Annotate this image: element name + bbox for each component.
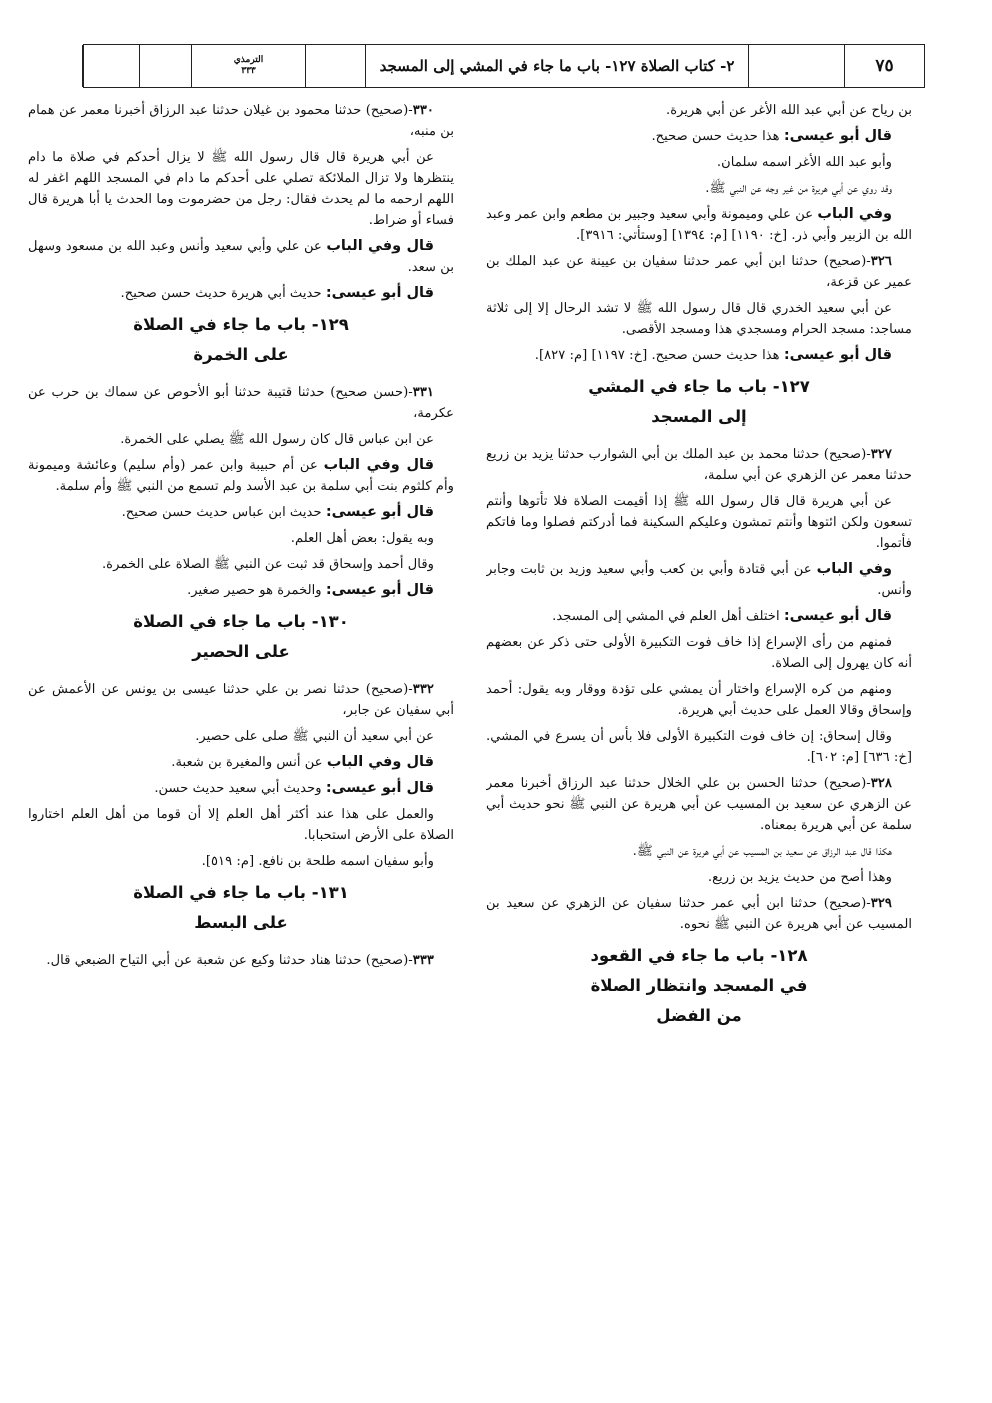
- text: -(صحيح) حدثنا هناد حدثنا وكيع عن شعبة عن أبي التياح الضبعي قال.: [46, 953, 413, 968]
- text: -(صحيح) حدثنا الحسن بن علي الخلال حدثنا عبد الرزاق أخبرنا معمر عن الزهري عن سعيد بن المسيب عن أبي هريرة عن النبي ﷺ نحو حديث أبي سلمة عن أبي هريرة بمعناه.: [486, 776, 912, 833]
- paragraph: [28, 283, 454, 304]
- bold-lead: قال أبو عيسى:: [325, 780, 434, 796]
- chapter-heading-line: ١٣٠- باب ما جاء في الصلاة: [133, 612, 349, 631]
- paragraph: [28, 455, 454, 497]
- text: عن علي وميمونة وأبي سعيد وجبير بن مطعم وابن عمر وعبد الله بن الزبير وأبي ذر. [خ: ١١٩٠] [م: ١٣٩٤] [وستأتي: ٣٩١٦].: [486, 207, 912, 243]
- header-empty-cell-2: [305, 45, 365, 87]
- running-header: [83, 44, 925, 88]
- book-reference-number: ٣٣٣: [241, 66, 256, 76]
- paragraph: [28, 554, 454, 575]
- bold-lead: قال وفي الباب: [323, 457, 434, 473]
- hadith: [486, 893, 912, 935]
- right-column: [486, 100, 912, 1385]
- paragraph: [486, 679, 912, 721]
- paragraph: [28, 236, 454, 278]
- text: ومنهم من كره الإسراع واختار أن يمشي على تؤدة ووقار وبه يقول: أحمد وإسحاق وقالا العمل على حديث أبي هريرة.: [486, 682, 912, 718]
- text: عن علي وأبي سعيد وأنس وعبد الله بن مسعود وسهل بن سعد.: [28, 239, 454, 275]
- paragraph: [28, 429, 454, 450]
- chapter-heading-line: على الخمرة: [193, 345, 289, 364]
- bold-lead: قال أبو عيسى:: [325, 582, 434, 598]
- paragraph: [486, 491, 912, 554]
- paragraph: [486, 178, 912, 199]
- bold-lead: قال أبو عيسى:: [325, 285, 434, 301]
- text: عن ابن عباس قال كان رسول الله ﷺ يصلي على الخمرة.: [120, 432, 434, 447]
- text: -(صحيح) حدثنا نصر بن علي حدثنا عيسى بن يونس عن الأعمش عن أبي سفيان عن جابر،: [28, 682, 454, 718]
- hadith-number: ٣٣٣: [412, 953, 434, 968]
- hadith: [28, 950, 454, 971]
- text: -(صحيح) حدثنا ابن أبي عمر حدثنا سفيان عن الزهري عن سعيد بن المسيب عن أبي هريرة عن النبي ﷺ نحوه.: [486, 896, 912, 932]
- text: عن أبي هريرة قال قال رسول الله ﷺ لا يزال أحدكم في صلاة ما دام ينتظرها ولا تزال الملائكة تصلي على أحدكم ما دام في المسجد اللهم اغفر له اللهم ارحمه ما لم يحدث فقال: رجل من حضرموت وما الحدث يا أبا هريرة قال فساء أو ضراط.: [28, 150, 454, 228]
- book-reference-label: الترمذي: [233, 55, 264, 65]
- chapter-heading-line: من الفضل: [656, 1006, 742, 1025]
- header-empty-cell-4: [82, 45, 139, 87]
- text: عن أبي قتادة وأبي بن كعب وأبي سعيد وزيد بن ثابت وجابر وأنس.: [486, 562, 912, 598]
- text: وأبو عبد الله الأغر اسمه سلمان.: [716, 155, 892, 170]
- chapter-heading-line: ١٢٧- باب ما جاء في المشي: [588, 377, 810, 396]
- paragraph: [28, 528, 454, 549]
- hadith: [28, 100, 454, 142]
- hadith-number: ٣٢٧: [870, 447, 892, 462]
- chapter-heading-line: على البسط: [194, 913, 288, 932]
- chapter-heading-line: ١٣١- باب ما جاء في الصلاة: [133, 883, 349, 902]
- chapter-heading-line: على الحصير: [192, 642, 290, 661]
- text: -(حسن صحيح) حدثنا قتيبة حدثنا أبو الأحوص عن سماك بن حرب عن عكرمة،: [28, 385, 454, 421]
- paragraph: [486, 345, 912, 366]
- text: هكذا قال عبد الرزاق عن سعيد بن المسيب عن أبي هريرة عن النبي ﷺ.: [632, 844, 892, 859]
- text: حديث أبي هريرة حديث حسن صحيح.: [120, 286, 326, 301]
- chapter-heading-129: [28, 310, 454, 370]
- left-column: [28, 100, 454, 1385]
- header-empty-cell-3: [139, 45, 191, 87]
- chapter-heading-127: [486, 372, 912, 432]
- chapter-heading-line: في المسجد وانتظار الصلاة: [590, 976, 808, 995]
- book-reference: [191, 45, 305, 87]
- text: هذا حديث حسن صحيح. [خ: ١١٩٧] [م: ٨٢٧].: [534, 348, 784, 363]
- text: بن رياح عن أبي عبد الله الأغر عن أبي هريرة.: [666, 103, 912, 118]
- text: وحديث أبي سعيد حديث حسن.: [154, 781, 326, 796]
- text: -(صحيح) حدثنا محمد بن عبد الملك بن أبي الشوارب حدثنا يزيد بن زريع حدثنا معمر عن الزهري عن أبي سلمة،: [486, 447, 912, 483]
- hadith: [28, 382, 454, 424]
- text: عن أنس والمغيرة بن شعبة.: [171, 755, 327, 770]
- bold-lead: وفي الباب: [816, 561, 892, 577]
- paragraph: [28, 778, 454, 799]
- hadith-number: ٣٣١: [412, 385, 434, 400]
- paragraph: [28, 851, 454, 872]
- chapter-heading-line: إلى المسجد: [651, 407, 747, 426]
- text: اختلف أهل العلم في المشي إلى المسجد.: [552, 609, 784, 624]
- bold-lead: قال وفي الباب: [326, 754, 434, 770]
- running-title-text: ٢- كتاب الصلاة ١٢٧- باب ما جاء في المشي إلى المسجد: [379, 57, 735, 75]
- hadith-number: ٣٢٩: [870, 896, 892, 911]
- header-empty-cell-1: [748, 45, 844, 87]
- chapter-heading-128: [486, 941, 912, 1031]
- chapter-heading-line: ١٢٨- باب ما جاء في القعود: [590, 946, 808, 965]
- hadith: [486, 773, 912, 836]
- paragraph: [28, 502, 454, 523]
- paragraph: [28, 726, 454, 747]
- text: -(صحيح) حدثنا محمود بن غيلان حدثنا عبد الرزاق أخبرنا معمر عن همام بن منبه،: [28, 103, 454, 139]
- page-number-text: ٧٥: [875, 56, 894, 76]
- paragraph: [28, 804, 454, 846]
- hadith-number: ٣٣٠: [412, 103, 434, 118]
- text: وبه يقول: بعض أهل العلم.: [290, 531, 434, 546]
- paragraph: [486, 100, 912, 121]
- hadith: [486, 251, 912, 293]
- paragraph: [486, 126, 912, 147]
- bold-lead: قال أبو عيسى:: [783, 608, 892, 624]
- hadith: [486, 444, 912, 486]
- paragraph: [28, 752, 454, 773]
- text: عن أبي سعيد الخدري قال قال رسول الله ﷺ لا تشد الرحال إلا إلى ثلاثة مساجد: مسجد الحرام ومسجدي هذا ومسجد الأقصى.: [486, 301, 912, 337]
- text: عن أبي سعيد أن النبي ﷺ صلى على حصير.: [195, 729, 434, 744]
- text: عن أبي هريرة قال قال رسول الله ﷺ إذا أقيمت الصلاة فلا تأتوها وأنتم تسعون ولكن ائتوها وأنتم تمشون وعليكم السكينة فما أدركتم فصلوا وما فاتكم فأتموا.: [486, 494, 912, 551]
- text: وقد روي عن أبي هريرة من غير وجه عن النبي ﷺ.: [705, 181, 892, 196]
- hadith-number: ٣٣٢: [412, 682, 434, 697]
- text: وأبو سفيان اسمه طلحة بن نافع. [م: ٥١٩].: [201, 854, 434, 869]
- text: هذا حديث حسن صحيح.: [651, 129, 784, 144]
- chapter-heading-line: ١٢٩- باب ما جاء في الصلاة: [133, 315, 349, 334]
- bold-lead: قال وفي الباب: [326, 238, 434, 254]
- paragraph: [486, 559, 912, 601]
- text: وهذا أصح من حديث يزيد بن زريع.: [707, 870, 892, 885]
- paragraph: [486, 726, 912, 768]
- text: وقال أحمد وإسحاق قد ثبت عن النبي ﷺ الصلاة على الخمرة.: [101, 557, 434, 572]
- text: وقال إسحاق: إن خاف فوت التكبيرة الأولى فلا بأس أن يسرع في المشي. [خ: ٦٣٦] [م: ٦٠٢].: [486, 729, 912, 765]
- text: عن أم حبيبة وابن عمر (وأم سليم) وعائشة وميمونة وأم كلثوم بنت أبي سلمة بن عبد الأسد ولم تسمع من النبي ﷺ وأم سلمة.: [28, 458, 454, 494]
- text: حديث ابن عباس حديث حسن صحيح.: [121, 505, 326, 520]
- text: فمنهم من رأى الإسراع إذا خاف فوت التكبيرة الأولى حتى ذكر عن بعضهم أنه كان يهرول إلى الصلاة.: [486, 635, 912, 671]
- bold-lead: قال أبو عيسى:: [783, 128, 892, 144]
- paragraph: [486, 152, 912, 173]
- running-title: [365, 45, 748, 87]
- chapter-heading-131: [28, 878, 454, 938]
- bold-lead: قال أبو عيسى:: [325, 504, 434, 520]
- text: -(صحيح) حدثنا ابن أبي عمر حدثنا سفيان بن عيينة عن عبد الملك بن عمير عن قزعة،: [486, 254, 912, 290]
- paragraph: [486, 841, 912, 862]
- hadith: [28, 679, 454, 721]
- bold-lead: قال أبو عيسى:: [783, 347, 892, 363]
- paragraph: [486, 298, 912, 340]
- paragraph: [486, 204, 912, 246]
- chapter-heading-130: [28, 607, 454, 667]
- hadith-number: ٣٢٦: [870, 254, 892, 269]
- page-number: [844, 45, 924, 87]
- hadith-number: ٣٢٨: [870, 776, 892, 791]
- paragraph: [486, 606, 912, 627]
- paragraph: [486, 867, 912, 888]
- text: والخمرة هو حصير صغير.: [187, 583, 326, 598]
- paragraph: [28, 147, 454, 231]
- paragraph: [28, 580, 454, 601]
- text: والعمل على هذا عند أكثر أهل العلم إلا أن قوما من أهل العلم اختاروا الصلاة على الأرض استحبابا.: [28, 807, 454, 843]
- paragraph: [486, 632, 912, 674]
- bold-lead: وفي الباب: [817, 206, 893, 222]
